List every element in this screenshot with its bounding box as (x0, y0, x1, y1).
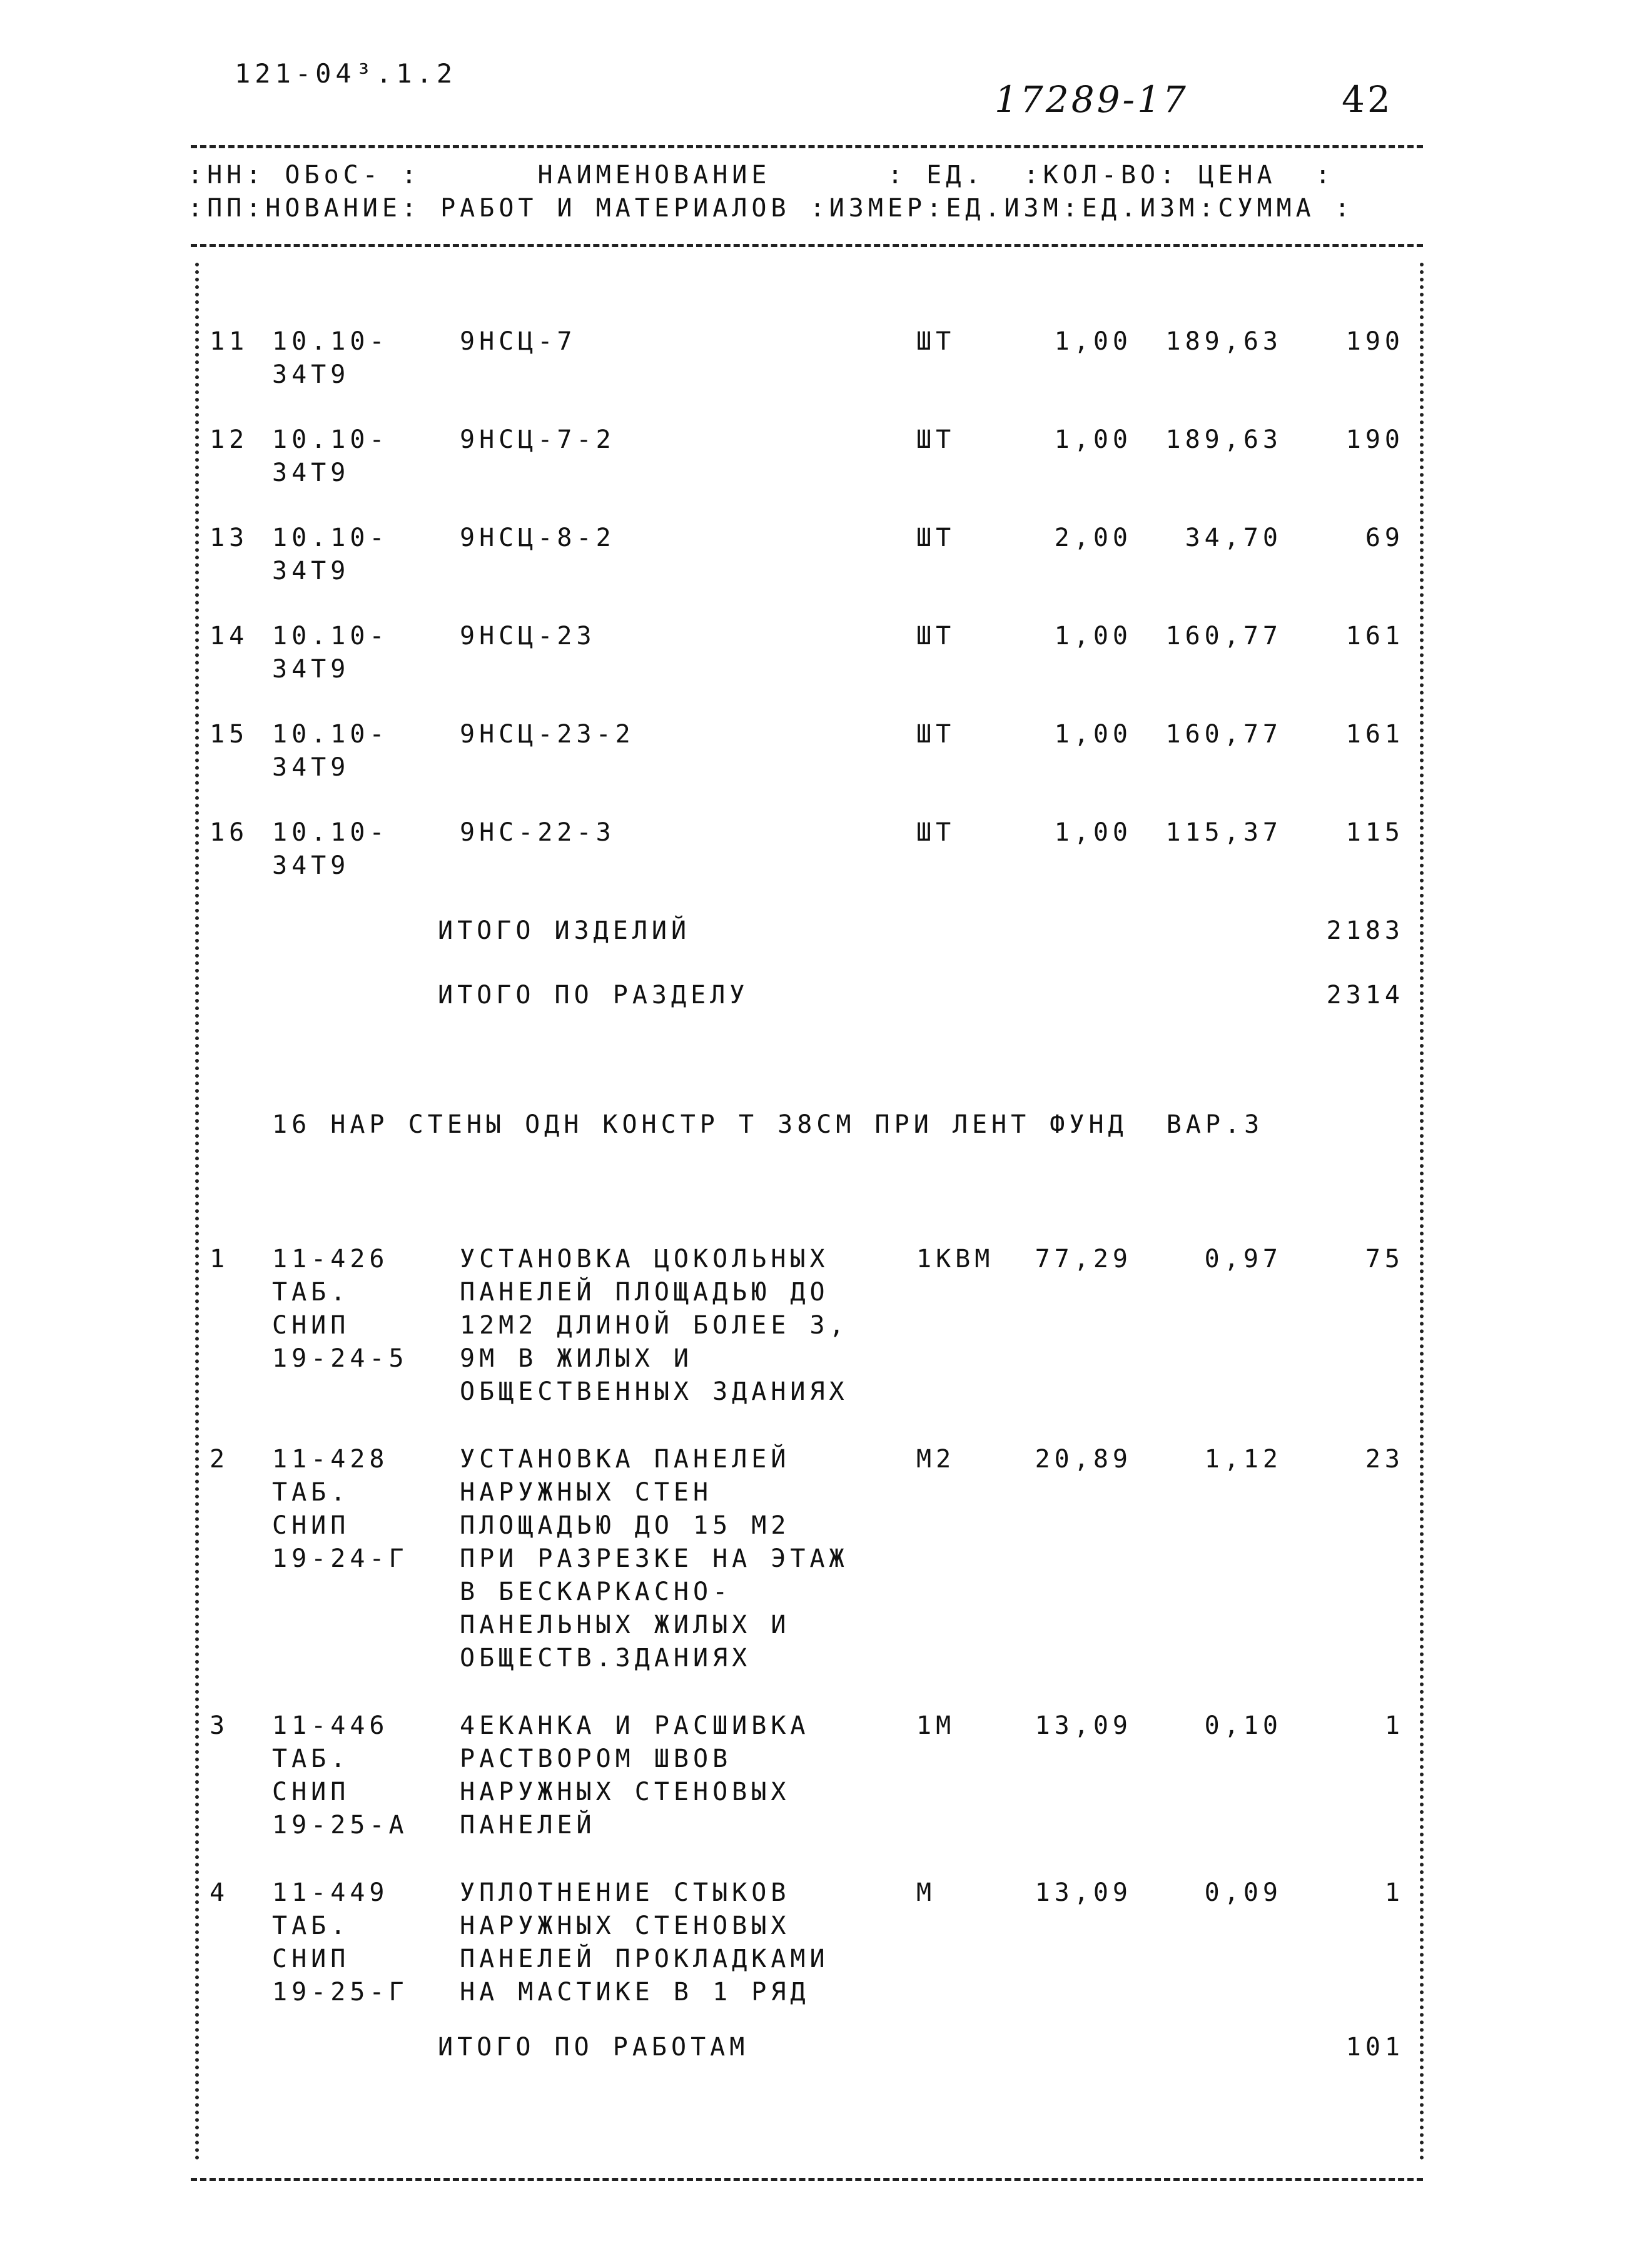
row-number: 16 (210, 818, 249, 847)
row-code-line: СНИП (272, 1311, 350, 1340)
row-quantity: 1,00 (1054, 818, 1132, 847)
total-value: 101 (1345, 2033, 1404, 2062)
row-name-line: ОБЩЕСТВЕННЫХ ЗДАНИЯХ (460, 1377, 849, 1406)
row-name-line: НАРУЖНЫХ СТЕНОВЫХ (460, 1911, 791, 1940)
row-name-line: ПАНЕЛЕЙ (460, 1811, 596, 1840)
total-value: 2314 (1326, 981, 1404, 1010)
row-sum: 190 (1345, 327, 1404, 356)
row-unit: ШТ (916, 524, 956, 552)
total-value: 2183 (1326, 916, 1404, 945)
row-name-line: ПАНЕЛЕЙ ПЛОЩАДЬЮ ДО (460, 1278, 829, 1307)
row-number: 11 (210, 327, 249, 356)
total-label: ИТОГО ИЗДЕЛИЙ (438, 916, 691, 945)
row-name-line: 9НСЦ-8-2 (460, 524, 615, 552)
page-number: 42 (1342, 78, 1393, 121)
row-unit: 1КВМ (916, 1245, 995, 1273)
top-rule (191, 145, 1423, 148)
row-unit-price: 115,37 (1165, 818, 1282, 847)
row-name-line: 9НС-22-3 (460, 818, 615, 847)
row-code-line: СНИП (272, 1511, 350, 1540)
row-unit-price: 34,70 (1185, 524, 1282, 552)
row-code-line: 10.10- (272, 720, 389, 749)
row-name-line: УСТАНОВКА ЦОКОЛЬНЫХ (460, 1245, 829, 1273)
header-line-2: :ПП:НОВАНИЕ: РАБОТ И МАТЕРИАЛОВ :ИЗМЕР:ЕД.ИЗМ:ЕД.ИЗМ:СУММА : (188, 194, 1354, 223)
row-number: 15 (210, 720, 249, 749)
row-quantity: 77,29 (1035, 1245, 1132, 1273)
row-sum: 115 (1345, 818, 1404, 847)
row-unit: ШТ (916, 327, 956, 356)
row-code-line: ТАБ. (272, 1911, 350, 1940)
row-name-line: 9М В ЖИЛЫХ И (460, 1344, 693, 1373)
row-code-line: 10.10- (272, 327, 389, 356)
row-quantity: 20,89 (1035, 1445, 1132, 1474)
row-code-line: СНИП (272, 1778, 350, 1806)
row-name-line: 9НСЦ-7 (460, 327, 577, 356)
row-code-line: 34Т9 (272, 360, 350, 389)
row-code-line: 19-24-5 (272, 1344, 408, 1373)
row-code-line: ТАБ. (272, 1744, 350, 1773)
right-border (1420, 263, 1424, 2161)
row-code-line: 19-24-Г (272, 1544, 408, 1573)
handwritten-reference: 17289-17 (995, 78, 1188, 121)
row-name-line: НА МАСТИКЕ В 1 РЯД (460, 1978, 810, 2007)
row-number: 4 (210, 1878, 230, 1907)
row-sum: 23 (1365, 1445, 1404, 1474)
row-unit-price: 1,12 (1204, 1445, 1282, 1474)
row-code-line: 11-428 (272, 1445, 389, 1474)
row-code-line: 11-449 (272, 1878, 389, 1907)
row-code-line: ТАБ. (272, 1278, 350, 1307)
row-code-line: 34Т9 (272, 458, 350, 487)
total-label: ИТОГО ПО РАБОТАМ (438, 2033, 749, 2062)
row-unit-price: 0,09 (1204, 1878, 1282, 1907)
row-quantity: 13,09 (1035, 1711, 1132, 1740)
row-name-line: НАРУЖНЫХ СТЕН (460, 1478, 713, 1507)
row-sum: 1 (1384, 1711, 1404, 1740)
row-name-line: РАСТВОРОМ ШВОВ (460, 1744, 732, 1773)
row-unit: М (916, 1878, 936, 1907)
row-name-line: 9НСЦ-23-2 (460, 720, 635, 749)
document-code: 121-04³.1.2 (235, 58, 457, 89)
row-number: 14 (210, 622, 249, 651)
row-code-line: 34Т9 (272, 753, 350, 782)
row-unit-price: 160,77 (1165, 720, 1282, 749)
row-quantity: 13,09 (1035, 1878, 1132, 1907)
row-name-line: ПАНЕЛЕЙ ПРОКЛАДКАМИ (460, 1945, 829, 1973)
row-quantity: 1,00 (1054, 720, 1132, 749)
row-name-line: 12М2 ДЛИНОЙ БОЛЕЕ 3, (460, 1311, 849, 1340)
row-unit-price: 0,97 (1204, 1245, 1282, 1273)
row-number: 1 (210, 1245, 230, 1273)
row-name-line: НАРУЖНЫХ СТЕНОВЫХ (460, 1778, 791, 1806)
row-name-line: УСТАНОВКА ПАНЕЛЕЙ (460, 1445, 791, 1474)
row-code-line: 34Т9 (272, 851, 350, 880)
row-unit-price: 189,63 (1165, 425, 1282, 454)
row-name-line: 4ЕКАНКА И РАСШИВКА (460, 1711, 810, 1740)
row-code-line: ТАБ. (272, 1478, 350, 1507)
row-name-line: В БЕСКАРКАСНО- (460, 1577, 732, 1606)
left-border (195, 263, 199, 2161)
row-code-line: 10.10- (272, 818, 389, 847)
row-code-line: СНИП (272, 1945, 350, 1973)
row-name-line: ОБЩЕСТВ.ЗДАНИЯХ (460, 1644, 752, 1673)
row-name-line: ПРИ РАЗРЕЗКЕ НА ЭТАЖ (460, 1544, 849, 1573)
row-unit: ШТ (916, 720, 956, 749)
row-code-line: 19-25-Г (272, 1978, 408, 2007)
row-unit: ШТ (916, 818, 956, 847)
row-quantity: 1,00 (1054, 327, 1132, 356)
row-unit: ШТ (916, 425, 956, 454)
row-sum: 161 (1345, 622, 1404, 651)
row-sum: 1 (1384, 1878, 1404, 1907)
row-name-line: 9НСЦ-23 (460, 622, 596, 651)
row-code-line: 10.10- (272, 622, 389, 651)
row-number: 13 (210, 524, 249, 552)
row-name-line: 9НСЦ-7-2 (460, 425, 615, 454)
section-title: 16 НАР СТЕНЫ ОДН КОНСТР Т 38СМ ПРИ ЛЕНТ ФУНД ВАР.3 (272, 1110, 1264, 1139)
row-code-line: 34Т9 (272, 655, 350, 684)
row-number: 12 (210, 425, 249, 454)
row-unit: ШТ (916, 622, 956, 651)
row-name-line: ПЛОЩАДЬЮ ДО 15 М2 (460, 1511, 791, 1540)
row-number: 3 (210, 1711, 230, 1740)
row-sum: 190 (1345, 425, 1404, 454)
row-quantity: 1,00 (1054, 622, 1132, 651)
row-name-line: УПЛОТНЕНИЕ СТЫКОВ (460, 1878, 791, 1907)
row-code-line: 10.10- (272, 524, 389, 552)
row-sum: 69 (1365, 524, 1404, 552)
row-code-line: 19-25-А (272, 1811, 408, 1840)
row-sum: 75 (1365, 1245, 1404, 1273)
row-sum: 161 (1345, 720, 1404, 749)
row-code-line: 11-426 (272, 1245, 389, 1273)
row-unit: М2 (916, 1445, 956, 1474)
row-name-line: ПАНЕЛЬНЫХ ЖИЛЫХ И (460, 1611, 791, 1639)
row-quantity: 2,00 (1054, 524, 1132, 552)
row-unit-price: 160,77 (1165, 622, 1282, 651)
row-code-line: 10.10- (272, 425, 389, 454)
row-code-line: 34Т9 (272, 557, 350, 585)
bottom-rule (191, 2178, 1423, 2181)
row-quantity: 1,00 (1054, 425, 1132, 454)
row-code-line: 11-446 (272, 1711, 389, 1740)
row-number: 2 (210, 1445, 230, 1474)
header-rule (191, 244, 1423, 247)
header-line-1: :НН: ОБоС- : НАИМЕНОВАНИЕ : ЕД. :КОЛ-ВО: ЦЕНА : (188, 161, 1335, 190)
row-unit-price: 0,10 (1204, 1711, 1282, 1740)
total-label: ИТОГО ПО РАЗДЕЛУ (438, 981, 749, 1010)
row-unit: 1М (916, 1711, 956, 1740)
row-unit-price: 189,63 (1165, 327, 1282, 356)
